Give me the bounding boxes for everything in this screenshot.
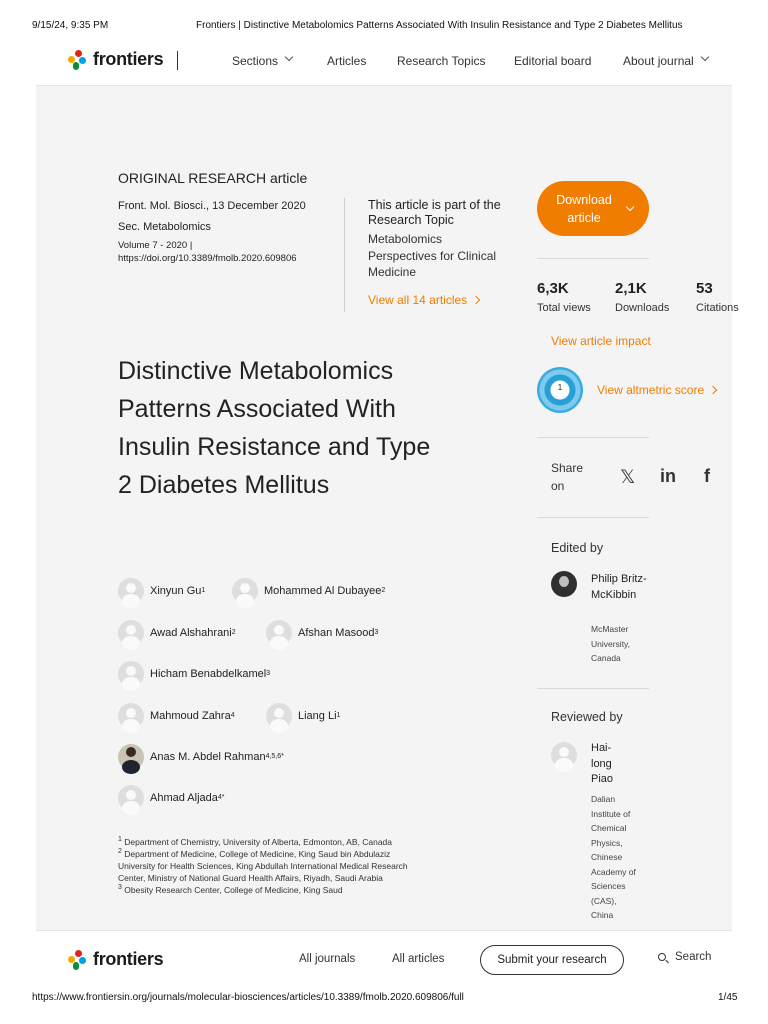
stat-label: Total views [537,302,591,314]
affiliations [118,836,418,896]
author-name: Liang Li [298,710,337,722]
author-item[interactable]: Ahmad Aljada 4* [118,785,225,811]
author-photo-icon [118,744,144,770]
author-name: Mohammed Al Dubayee [264,585,382,597]
sidebar-divider [537,517,649,518]
author-item[interactable]: Afshan Masood 3 [266,620,378,646]
nav-sections[interactable] [232,54,278,68]
view-altmetric-link[interactable] [597,383,716,397]
print-datetime: 9/15/24, 9:35 PM [32,20,109,31]
chevron-right-icon [709,386,717,394]
nav-articles[interactable]: Articles [327,54,367,68]
stat-value: 2,1K [615,280,647,297]
author-name: Awad Alshahrani [150,627,232,639]
search-button[interactable] [658,951,711,963]
research-topic-box [368,198,508,307]
article-title: Distinctive Metabolomics Patterns Associated With Insulin Resistance and Type 2 Diabetes Mellitus [118,357,431,499]
print-header [0,0,768,36]
reviewed-by-heading: Reviewed by [551,710,623,724]
author-name: Xinyun Gu [150,585,202,597]
author-item[interactable]: Liang Li 1 [266,703,340,729]
sidebar-divider [537,688,649,689]
nav-about-journal[interactable] [623,54,694,68]
affiliation-text: Department of Medicine, College of Medicine, King Saud bin Abdulaziz University for Health Sciences, King Abdullah International Medical Research Center, Ministry of National Guard Health Affairs, Riyadh, Saudi Arabia [118,849,408,883]
avatar-placeholder-icon [266,703,292,729]
print-page-number: 1/45 [718,992,738,1003]
nav-sections-label: Sections [232,54,279,68]
nav-research-topics[interactable]: Research Topics [397,54,486,68]
chevron-down-icon [626,203,634,211]
affiliation-item [118,884,418,896]
facebook-icon[interactable]: f [704,466,710,486]
author-name: Ahmad Aljada [150,792,218,804]
editor-affiliation: McMaster University, Canada [591,624,631,663]
avatar-placeholder-icon [118,620,144,646]
avatar-placeholder-icon [118,578,144,604]
download-label: Download article [556,192,612,225]
journal-date: Front. Mol. Biosci., 13 December 2020 [118,200,306,212]
avatar-placeholder-icon [266,620,292,646]
frontiers-wordmark: frontiers [93,49,164,69]
all-articles-link[interactable]: All articles [392,953,445,965]
chevron-down-icon [285,53,293,61]
avatar-placeholder-icon [118,661,144,687]
author-name: Anas M. Abdel Rahman [150,751,266,763]
bottom-bar [36,930,732,990]
view-article-impact-link[interactable]: View article impact [551,334,651,348]
research-topic-name[interactable]: Metabolomics Perspectives for Clinical Medicine [368,232,497,279]
stat-citations [696,280,739,314]
author-item[interactable]: Mohammed Al Dubayee 2 [232,578,385,604]
avatar-placeholder-icon [118,703,144,729]
view-all-articles-link[interactable] [368,293,508,307]
article-meta [118,198,328,265]
editor-name[interactable]: Philip Britz-McKibbin [591,573,647,601]
frontiers-logo-icon [68,50,88,70]
author-item[interactable]: Hicham Benabdelkamel 3 [118,661,270,687]
stat-downloads [615,280,669,314]
author-item[interactable]: Awad Alshahrani 2 [118,620,236,646]
author-name: Afshan Masood [298,627,375,639]
frontiers-logo[interactable] [68,949,163,970]
author-item[interactable]: Mahmoud Zahra 4 [118,703,235,729]
x-icon[interactable]: 𝕏 [620,467,636,488]
search-label: Search [675,951,712,963]
affiliation-text: Department of Chemistry, University of Alberta, Edmonton, AB, Canada [124,837,392,847]
chevron-right-icon [472,295,480,303]
stat-value: 6,3K [537,280,569,297]
affiliation-sup: 1 [118,836,122,844]
all-journals-link[interactable]: All journals [299,953,356,965]
volume-doi[interactable]: Volume 7 - 2020 | https://doi.org/10.3389/fmolb.2020.609806 [118,240,297,264]
author-item[interactable]: Anas M. Abdel Rahman 4,5,6* [118,744,284,770]
sidebar-divider [537,437,649,438]
author-item[interactable]: Xinyun Gu 1 [118,578,205,604]
print-url: https://www.frontiersin.org/journals/molecular-biosciences/articles/10.3389/fmolb.2020.609806/full [32,992,464,1003]
search-icon [658,953,666,961]
print-title: Frontiers | Distinctive Metabolomics Patterns Associated With Insulin Resistance and Type 2 Diabetes Mellitus [196,20,683,31]
stat-label: Downloads [615,302,670,314]
meta-divider [344,198,345,312]
share-label: Share on [551,461,584,493]
stat-total-views [537,280,591,314]
frontiers-logo-icon [68,950,88,970]
affiliation-sup: 3 [118,884,122,892]
nav-editorial-board[interactable]: Editorial board [514,54,592,68]
frontiers-wordmark: frontiers [93,949,164,969]
browser-page [36,36,739,990]
nav-about-journal-label: About journal [623,54,694,68]
affiliation-sup: 2 [118,848,122,856]
avatar-placeholder-icon [551,742,577,768]
altmetric-score: 1 [557,383,563,392]
article-type: ORIGINAL RESEARCH article [118,170,308,186]
avatar-placeholder-icon [118,785,144,811]
frontiers-logo[interactable] [68,49,163,70]
affiliation-item [118,836,418,848]
affiliation-text: Obesity Research Center, College of Medicine, King Saud [124,885,343,895]
altmetric-badge-icon[interactable] [537,367,583,413]
reviewer-affiliation: Dalian Institute of Chemical Physics, Chinese Academy of Sciences (CAS), China [591,794,636,920]
author-name: Mahmoud Zahra [150,710,231,722]
altmetric-link-label: View altmetric score [597,383,705,397]
sidebar-divider [537,258,649,259]
edited-by-heading: Edited by [551,541,604,555]
download-article-button[interactable] [537,181,649,236]
article-section: Sec. Metabolomics [118,221,211,233]
submit-research-button[interactable]: Submit your research [480,945,624,975]
stat-label: Citations [696,302,739,314]
stat-value: 53 [696,280,713,297]
affiliation-item [118,848,418,884]
avatar-placeholder-icon [232,578,258,604]
research-topic-lead: This article is part of the Research Topic [368,198,501,227]
reviewer-name[interactable]: Hai-long Piao [591,742,614,785]
chevron-down-icon [700,53,708,61]
nav-divider [177,51,178,70]
editor-avatar [551,571,577,597]
linkedin-icon[interactable]: in [660,466,676,486]
top-navigation [36,36,732,86]
author-name: Hicham Benabdelkamel [150,668,267,680]
view-all-label: View all 14 articles [368,292,468,307]
